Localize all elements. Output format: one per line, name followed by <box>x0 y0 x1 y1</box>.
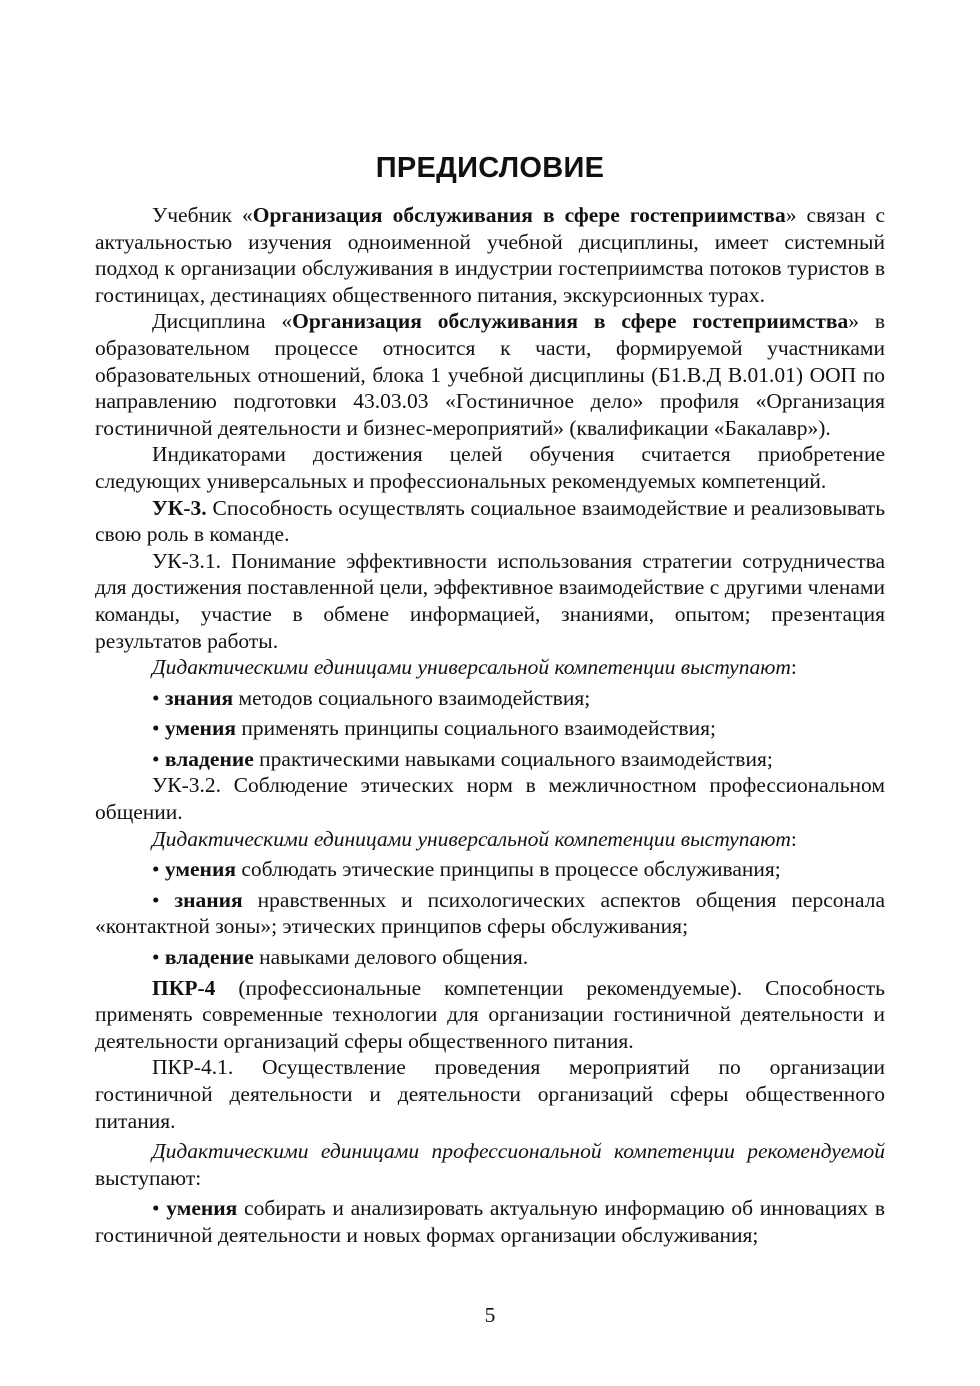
bullet-item <box>95 856 885 883</box>
paragraph-intro <box>95 202 885 308</box>
bullet-icon: • <box>152 945 160 970</box>
paragraph-uk3-1: УК-3.1. Понимание эффективности использования стратегии сотрудничества для достижения поставленной цели, эффективное взаимодействие с другими членами команды, участие в обмене информацией, знаниями, опытом; презентация результатов работы. <box>95 548 885 653</box>
bullet-keyword: знания <box>164 685 234 710</box>
text-span: практическими навыками социального взаимодействия; <box>253 746 773 771</box>
bullet-keyword: знания <box>174 887 243 912</box>
bullet-item <box>95 1195 885 1248</box>
italic-text: Дидактическими единицами профессиональной компетенции рекомендуемой <box>152 1139 885 1164</box>
bold-title: Организация обслуживания в сфере гостеприимства <box>252 203 786 227</box>
bullet-icon: • <box>152 685 160 710</box>
bullet-item <box>95 746 885 773</box>
competence-code: ПКР-4 <box>152 975 216 1000</box>
bullet-item <box>95 887 885 940</box>
bullet-keyword: владение <box>164 945 254 970</box>
bullet-item <box>95 685 885 712</box>
text-span: собирать и анализировать актуальную информацию об инновациях в гостиничной деятельности и новых формах организации обслуживания; <box>95 1196 886 1247</box>
paragraph-didactic-1 <box>95 654 885 681</box>
bullet-item <box>95 944 885 971</box>
paragraph-uk3 <box>95 495 885 548</box>
competence-code: УК-3. <box>152 495 207 520</box>
bullet-keyword: умения <box>164 716 236 741</box>
text-span: навыками делового общения. <box>253 945 529 970</box>
paragraph-indicators: Индикаторами достижения целей обучения считается приобретение следующих универсальных и профессиональных рекомендуемых компетенций. <box>95 442 885 493</box>
text-span: Учебник « <box>152 203 253 227</box>
bullet-keyword: умения <box>164 857 236 882</box>
bullet-icon: • <box>152 857 160 882</box>
bullet-icon: • <box>152 716 160 741</box>
bullet-keyword: умения <box>166 1196 238 1221</box>
text-span: методов социального взаимодействия; <box>233 685 591 710</box>
text-span: нравственных и психологических аспектов общения персонала «контактной зоны»; этических принципов сферы обслуживания; <box>95 887 885 939</box>
text-span: Дисциплина « <box>152 309 293 334</box>
paragraph-uk3-2: УК-3.2. Соблюдение этических норм в межличностном профессиональном общении. <box>95 773 885 825</box>
paragraph-didactic-3 <box>95 1138 885 1191</box>
bullet-item <box>95 715 885 742</box>
bullet-icon: • <box>152 1196 160 1221</box>
document-page <box>95 148 885 1249</box>
text-span: (профессиональные компетенции рекомендуемые). Способность применять современные технологии для организации гостиничной деятельности и деятельности организаций сферы общественного питания. <box>95 975 885 1053</box>
text-span: Способность осуществлять социальное взаимодействие и реализовывать свою роль в команде. <box>95 495 885 547</box>
text-span: » в образовательном процессе относится к части, формируемой участниками образовательных отношений, блока 1 учебной дисциплины (Б1.В.Д В.01.01) ООП по направлению подготовки 43.03.03 «Гостиничное дело» профиля «Организация гостиничной деятельности и бизнес-мероприятий» (квалификации «Бакалавр»). <box>95 309 886 440</box>
text-span: : <box>790 655 797 680</box>
italic-text: Дидактическими единицами универсальной компетенции выступают <box>152 826 791 851</box>
text-span: выступают: <box>95 1165 202 1190</box>
text-span: » связан с актуальностью изучения одноименной учебной дисциплины, имеет системный подход к организации обслуживания в индустрии гостеприимства потоков туристов в гостиницах, дестинациях общественного питания, экскурсионных турах. <box>95 203 885 307</box>
paragraph-pkr4-1: ПКР-4.1. Осуществление проведения мероприятий по организации гостиничной деятельности и деятельности организаций сферы общественного питания. <box>95 1055 885 1133</box>
bullet-keyword: владение <box>164 746 254 771</box>
paragraph-didactic-2 <box>95 826 885 853</box>
paragraph-pkr4 <box>95 975 885 1055</box>
bullet-icon: • <box>152 746 160 771</box>
page-title: ПРЕДИСЛОВИЕ <box>375 152 605 184</box>
bullet-icon: • <box>152 887 160 912</box>
text-span: : <box>790 826 797 851</box>
paragraph-discipline <box>95 308 885 441</box>
italic-text: Дидактическими единицами универсальной компетенции выступают <box>152 655 791 680</box>
bold-title: Организация обслуживания в сфере гостеприимства <box>292 309 849 334</box>
text-span: соблюдать этические принципы в процессе обслуживания; <box>235 857 781 882</box>
text-span: применять принципы социального взаимодействия; <box>235 716 716 741</box>
page-number: 5 <box>484 1303 496 1327</box>
